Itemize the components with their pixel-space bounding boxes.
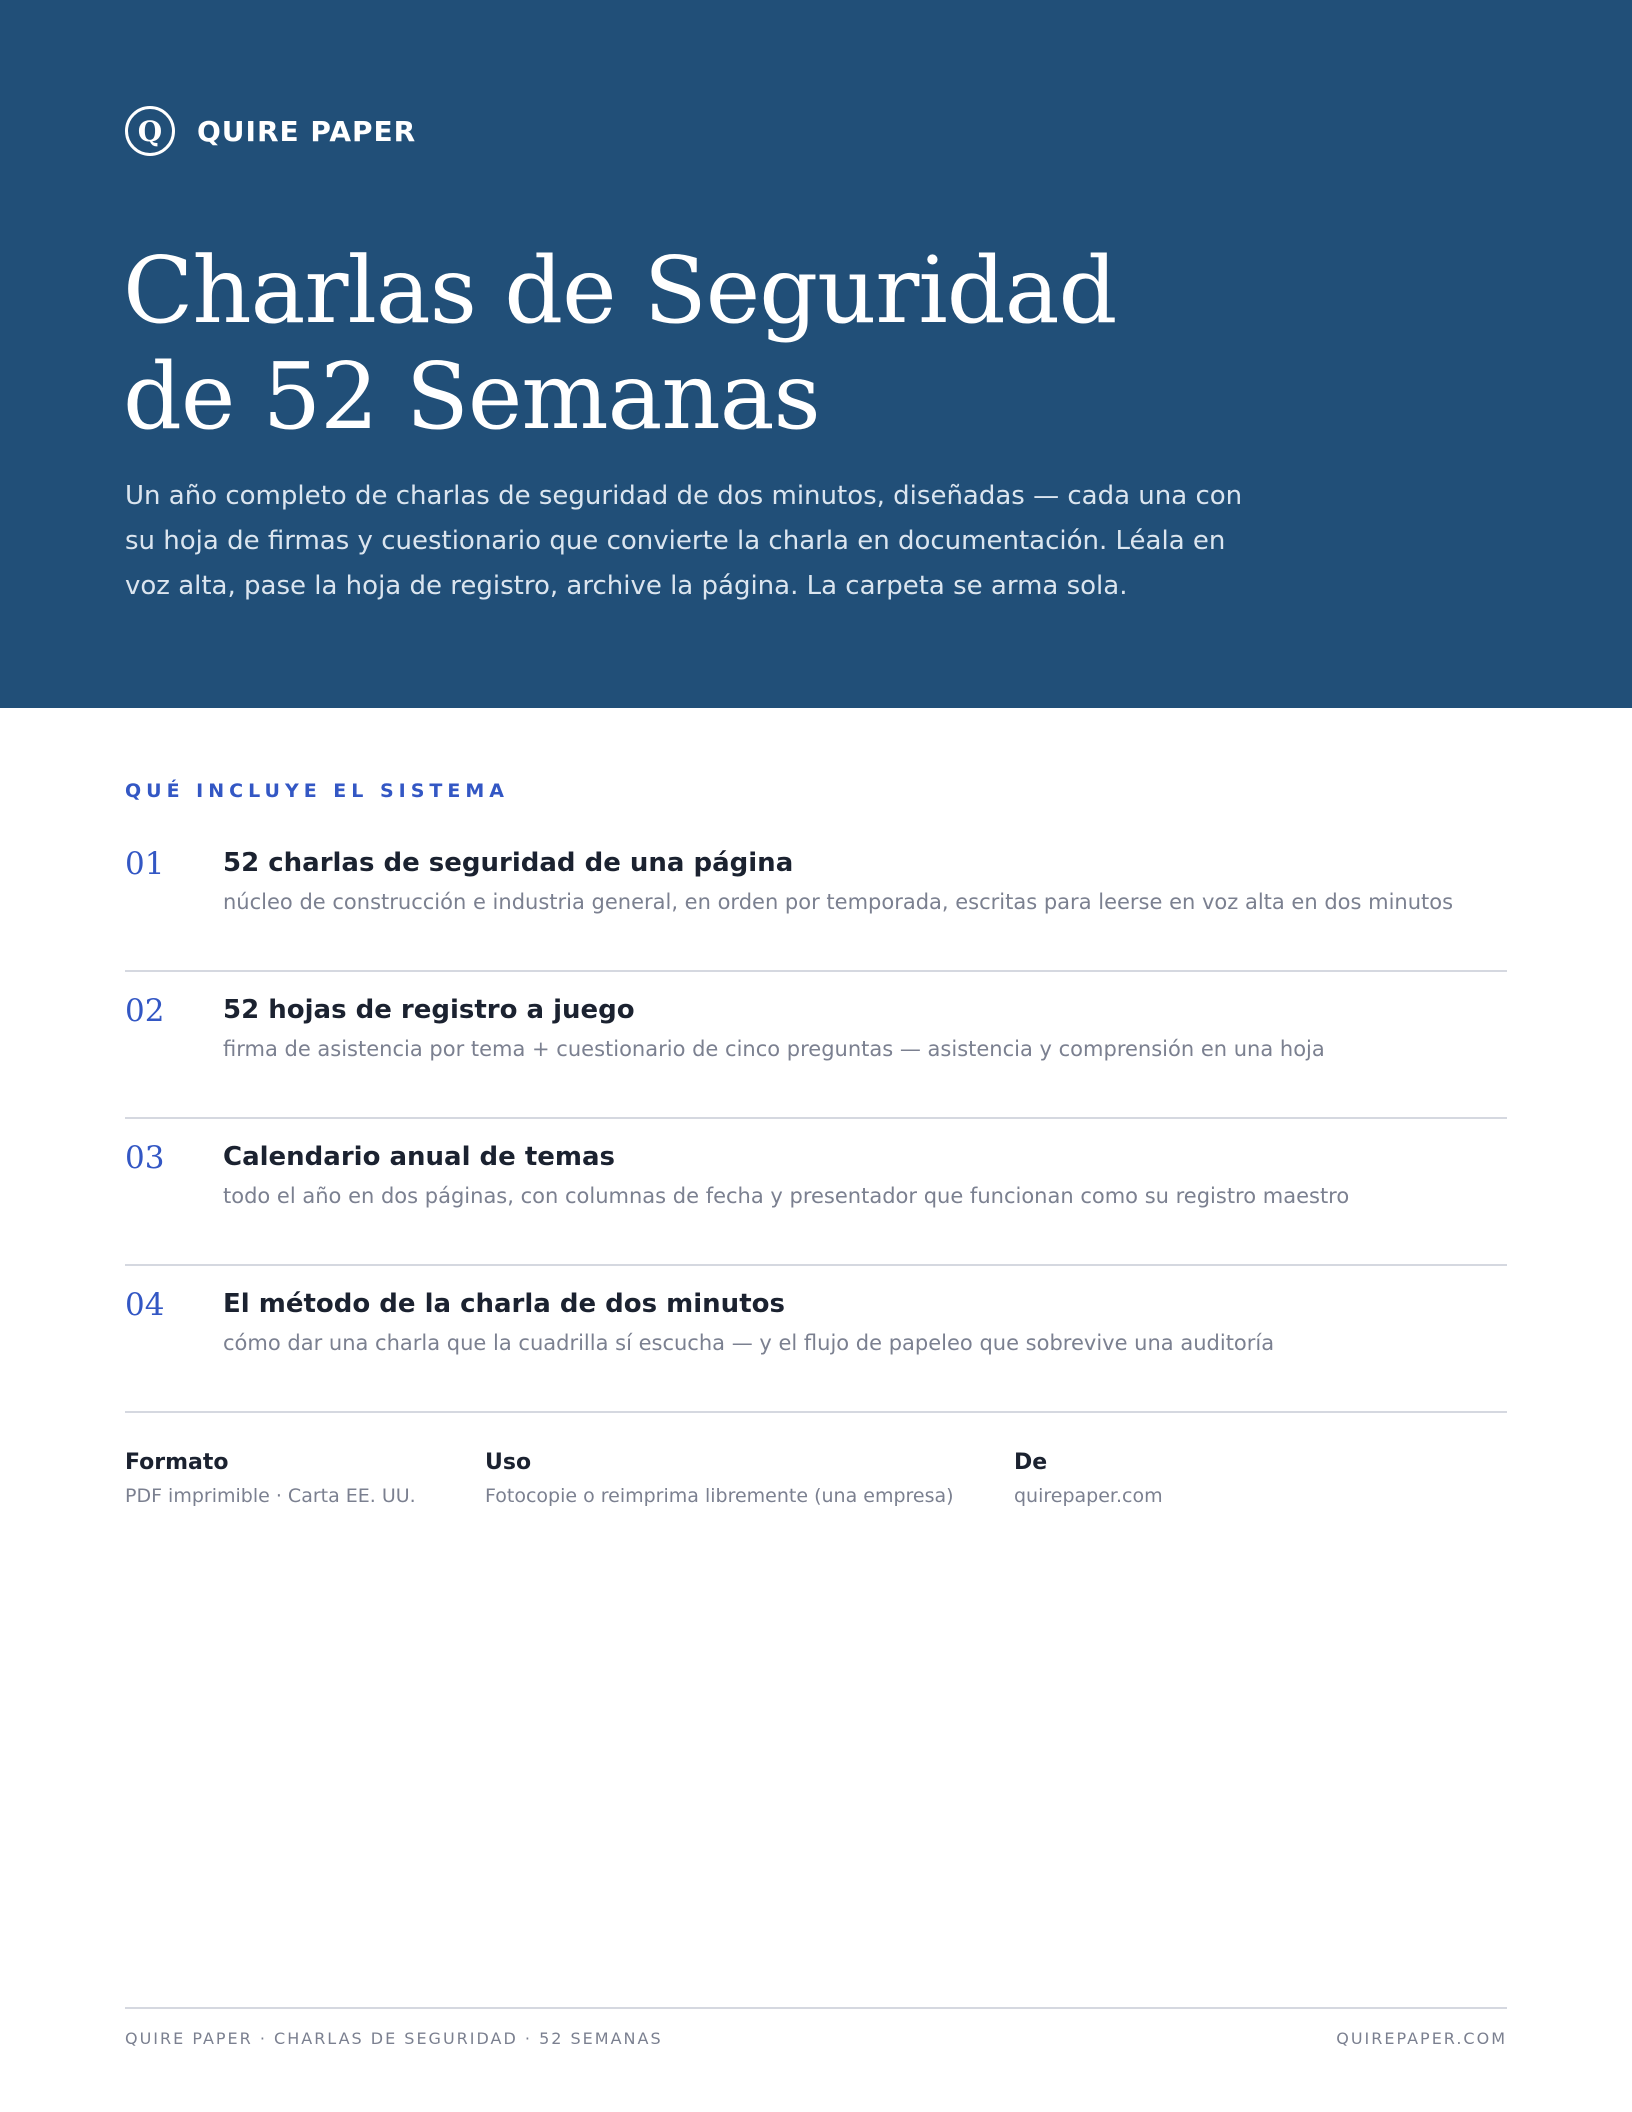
item-description: cómo dar una charla que la cuadrilla sí escucha — y el flujo de papeleo que sobrevive una auditoría	[223, 1331, 1275, 1355]
item-title: 52 hojas de registro a juego	[223, 995, 635, 1025]
page-footer	[125, 2007, 1507, 2048]
meta-value: Fotocopie o reimprima libremente (una empresa)	[485, 1485, 954, 1507]
item-title: El método de la charla de dos minutos	[223, 1289, 785, 1319]
meta-format	[125, 1450, 416, 1507]
brand-logo-icon: Q	[125, 106, 175, 156]
meta-label: Formato	[125, 1450, 229, 1475]
list-item	[125, 1120, 1507, 1266]
feature-list	[125, 826, 1507, 1414]
meta-source	[1014, 1450, 1163, 1507]
footer-title: QUIRE PAPER · CHARLAS DE SEGURIDAD · 52 SEMANAS	[125, 2029, 663, 2048]
meta-usage	[485, 1450, 954, 1507]
list-item	[125, 1267, 1507, 1413]
item-number: 02	[125, 993, 165, 1029]
intro-paragraph: Un año completo de charlas de seguridad de dos minutos, diseñadas — cada una con su hoja de firmas y cuestionario que convierte la charla en documentación. Léala en voz alta, pase la hoja de registro, archive la página. La carpeta se arma sola.	[125, 481, 1243, 601]
item-description: todo el año en dos páginas, con columnas de fecha y presentador que funcionan como su registro maestro	[223, 1184, 1350, 1208]
page-title-line-2: de 52 Semanas	[123, 343, 820, 450]
meta-value: PDF imprimible · Carta EE. UU.	[125, 1485, 416, 1507]
item-number: 01	[125, 846, 165, 882]
item-number: 04	[125, 1287, 165, 1323]
item-number: 03	[125, 1140, 165, 1176]
brand-name: QUIRE PAPER	[197, 114, 417, 148]
item-title: Calendario anual de temas	[223, 1142, 616, 1172]
list-item	[125, 826, 1507, 972]
footer-website: QUIREPAPER.COM	[1336, 2029, 1507, 2048]
hero-banner	[0, 0, 1632, 708]
item-title: 52 charlas de seguridad de una página	[223, 848, 794, 878]
page-title	[123, 238, 1223, 450]
list-item	[125, 973, 1507, 1119]
item-description: núcleo de construcción e industria general, en orden por temporada, escritas para leerse en voz alta en dos minutos	[223, 890, 1454, 914]
item-description: firma de asistencia por tema + cuestionario de cinco preguntas — asistencia y comprensión en una hoja	[223, 1037, 1325, 1061]
meta-label: De	[1014, 1450, 1048, 1475]
section-heading: QUÉ INCLUYE EL SISTEMA	[125, 780, 509, 802]
meta-value: quirepaper.com	[1014, 1485, 1163, 1507]
meta-label: Uso	[485, 1450, 532, 1475]
brand	[125, 106, 416, 156]
product-details	[125, 1450, 1507, 1520]
page-title-line-1: Charlas de Seguridad	[123, 237, 1117, 344]
